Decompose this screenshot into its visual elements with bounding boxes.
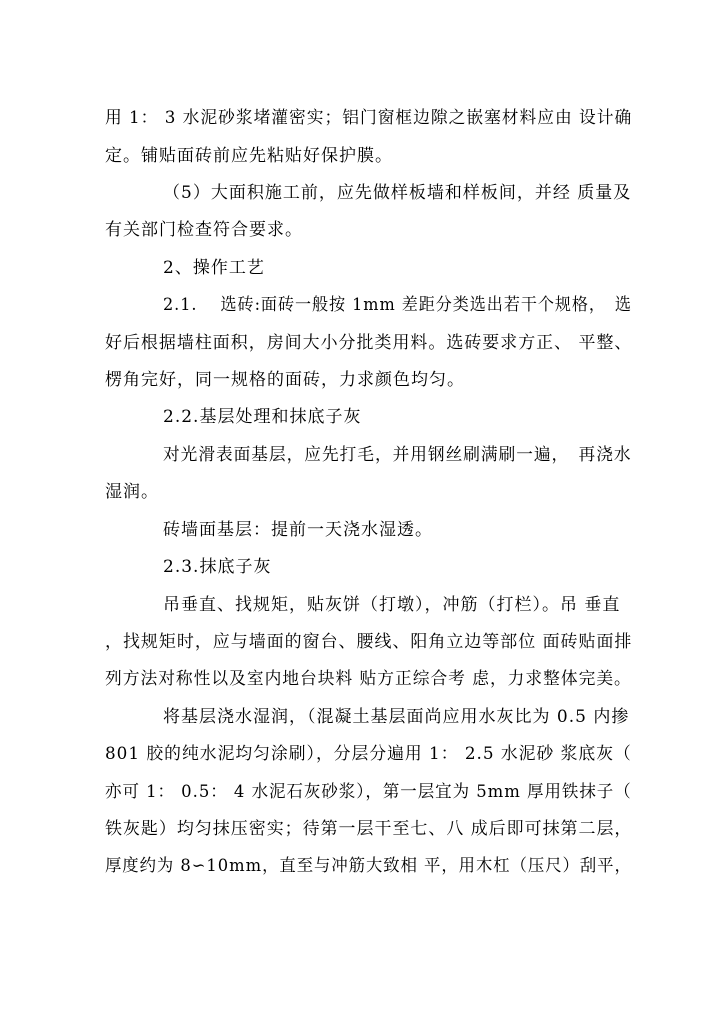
subsection-heading: 2.3.抹底子灰 — [163, 557, 272, 577]
text-line: 2.1. 选砖:面砖一般按 1mm 差距分类选出若干个规格， 选 — [163, 295, 632, 315]
text-line: （5）大面积施工前，应先做样板墙和样板间，并经 质量及 — [163, 183, 632, 203]
text-line: 湿润。 — [105, 482, 159, 502]
text-line: 吊垂直、找规矩，贴灰饼（打墩），冲筋（打栏）。吊 垂直 — [163, 595, 621, 615]
section-heading: 2、操作工艺 — [163, 258, 265, 278]
text-line: 好后根据墙柱面积，房间大小分批类用料。选砖要求方正、 平整、 — [105, 333, 633, 353]
subsection-heading: 2.2.基层处理和抹底子灰 — [163, 407, 362, 427]
text-line: 铁灰匙）均匀抹压密实；待第一层干至七、八 成后即可抹第二层， — [105, 819, 633, 839]
text-line: 801 胶的纯水泥均匀涂刷），分层分遍用 1： 2.5 水泥砂 浆底灰（ — [105, 744, 632, 764]
text-line: 厚度约为 8∽10mm，直至与冲筋大致相 平，用木杠（压尺）刮平， — [105, 856, 632, 876]
text-line: 亦可 1： 0.5： 4 水泥石灰砂浆），第一层宜为 5mm 厚用铁抹子（ — [105, 782, 632, 802]
text-line: 楞角完好，同一规格的面砖，力求颜色均匀。 — [105, 370, 465, 390]
text-line: 对光滑表面基层，应先打毛，并用钢丝刷满刷一遍， 再浇水 — [163, 445, 632, 465]
text-line: ，找规矩时，应与墙面的窗台、腰线、阳角立边等部位 面砖贴面排 — [105, 632, 633, 652]
text-line: 有关部门检查符合要求。 — [105, 220, 303, 240]
text-line: 用 1： 3 水泥砂浆堵灌密实；铝门窗框边隙之嵌塞材料应由 设计确 — [105, 108, 633, 128]
text-line: 定。铺贴面砖前应先粘贴好保护膜。 — [105, 146, 393, 166]
text-line: 将基层浇水湿润，（混凝土基层面尚应用水灰比为 0.5 内掺 — [163, 707, 630, 727]
text-line: 砖墙面基层：提前一天浇水湿透。 — [163, 520, 433, 540]
text-line: 列方法对称性以及室内地台块料 贴方正综合考 虑，力求整体完美。 — [105, 669, 632, 689]
